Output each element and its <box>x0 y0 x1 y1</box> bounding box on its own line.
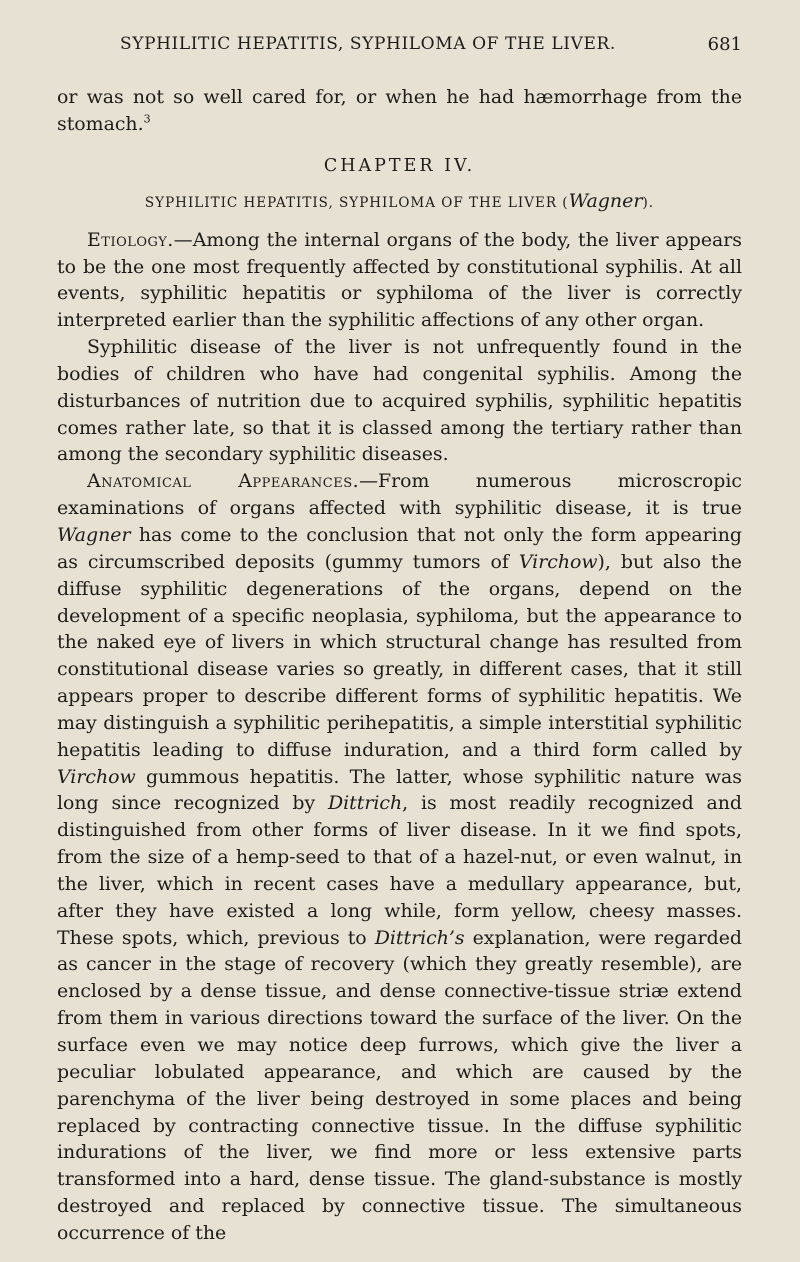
anatomical-text-4: gummous hepatitis. The latter, whose syphilitic nature was long since recognized by <box>57 765 742 815</box>
running-head <box>120 34 742 60</box>
author-name-virchow: Virchow <box>57 765 136 788</box>
continuation-text: or was not so well cared for, or when he had hæmorrhage from the stomach. <box>57 86 742 135</box>
etiology-text: —Among the internal organs of the body, the liver appears to be the one most frequently affected by constitutional syphilis. At all events, syphilitic hepatitis or syphiloma of the liver is correctly interpreted earlier than the syphilitic affections of any other organ. <box>57 228 742 332</box>
section-title-close: ). <box>642 194 655 211</box>
etiology-heading: Etiology. <box>87 228 174 251</box>
section-title <box>57 189 742 215</box>
section-title-author: Wagner <box>568 189 643 212</box>
continuation-paragraph <box>57 84 742 138</box>
section-title-text: SYPHILITIC HEPATITIS, SYPHILOMA OF THE LIVER ( <box>144 194 569 211</box>
congenital-paragraph: Syphilitic disease of the liver is not unfrequently found in the bodies of children who have had congenital syphilis. Among the disturbances of nutrition due to acquired syphilis, syphilitic hepatitis comes rather late, so that it is classed among the tertiary rather than among the secondary syphilitic diseases. <box>57 336 742 466</box>
body-text <box>57 84 742 1247</box>
anatomical-text-2: has come to the conclusion that not only the form appearing as circumscribed deposits (gummy tumors of <box>57 523 742 573</box>
author-name-dittrich-possessive: Dittrich’s <box>374 926 465 949</box>
page-number: 681 <box>707 34 742 55</box>
chapter-heading: CHAPTER IV. <box>323 155 476 176</box>
anatomical-heading: Anatomical Appearances. <box>87 470 360 493</box>
author-name-virchow: Virchow <box>518 550 598 573</box>
anatomical-text-6: explanation, were regarded as cancer in the stage of recovery (which they greatly resemble), are enclosed by a dense tissue, and dense connective-tissue striæ extend from them in various directions toward the surface of the liver. On the surface even we may notice deep furrows, which give the liver a peculiar lobulated appearance, and which are caused by the parenchyma of the liver being destroyed in some places and being replaced by contracting connective tissue. In the diffuse syphilitic indurations of the liver, we find more or less extensive parts transformed into a hard, dense tissue. The gland-substance is mostly destroyed and replaced by connective tissue. The simultaneous occurrence of the <box>57 926 742 1244</box>
anatomical-text-3: ), but also the diffuse syphilitic degenerations of the organs, depend on the development of a specific neoplasia, syphiloma, but the appearance to the naked eye of livers in which structural change has resulted from constitutional disease varies so greatly, in different cases, that it still appears proper to describe different forms of syphilitic hepatitis. We may distinguish a syphilitic perihepatitis, a simple interstitial syphilitic hepatitis leading to diffuse induration, and a third form called by <box>57 550 742 761</box>
author-name-dittrich: Dittrich <box>327 792 403 815</box>
anatomical-paragraph <box>57 468 742 1246</box>
anatomical-text-5: , is most readily recognized and distinguished from other forms of liver disease. In it we find spots, from the size of a hemp-seed to that of a hazel-nut, or even walnut, in the liver, which in recent cases have a medullary appearance, but, after they have existed a long while, form yellow, cheesy masses. These spots, which, previous to <box>57 792 742 949</box>
anatomical-text-1: —From numerous microscropic examinations of organs affected with syphilitic disease, it is true <box>57 470 742 520</box>
footnote-marker: 3 <box>143 112 151 126</box>
author-name-wagner: Wagner <box>57 523 131 546</box>
running-title: SYPHILITIC HEPATITIS, SYPHILOMA OF THE LIVER. <box>120 34 616 54</box>
etiology-paragraph <box>57 227 742 334</box>
